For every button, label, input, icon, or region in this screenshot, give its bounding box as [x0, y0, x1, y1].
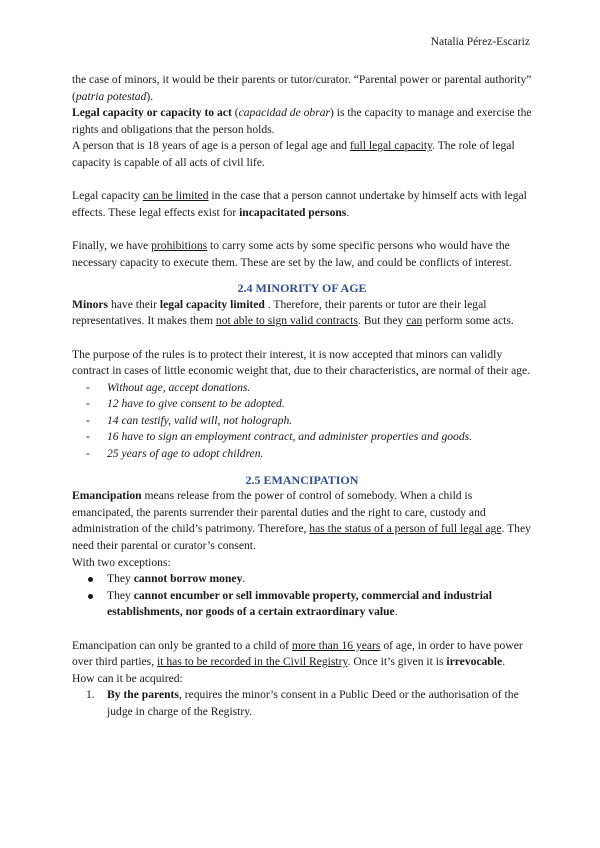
- minority-age-list: [72, 380, 532, 463]
- intro-paragraph-limited-capacity: Legal capacity can be limited in the case that a person cannot undertake by himself acts with legal effects. These legal effects exist for incapacitated persons.: [72, 189, 527, 219]
- emancipation-paragraph-granting: Emancipation can only be granted to a child of more than 16 years of age, in order to have power over third parties, it has to be recorded in the Civil Registry. Once it’s given it is irrevocable.: [72, 638, 523, 669]
- emancipation-steps-list: [72, 687, 532, 720]
- list-item: - 16 have to sign an employment contract, and administer properties and goods.: [86, 429, 532, 446]
- document-body: [72, 72, 532, 721]
- emancipation-exceptions-list: [72, 571, 532, 621]
- emancipation-paragraph-definition: Emancipation means release from the power of control of somebody. When a child is emancipated, the parents surrender their parental duties and the right to care, custody and administration of the child’s patrimony. Therefore, has the status of a person of full legal age. They need their parental or curator’s consent.: [72, 489, 531, 553]
- intro-paragraph-prohibitions: Finally, we have prohibitions to carry some acts by some specific persons who would have the necessary capacity to execute them. These are set by the law, and could be conflicts of interest.: [72, 238, 512, 269]
- minority-paragraph-purpose: The purpose of the rules is to protect their interest, it is now accepted that minors can validly contract in cases of little economic weight that, due to their characteristics, are normal of their age.: [72, 347, 531, 378]
- emancipation-paragraph-exceptions: With two exceptions:: [72, 555, 171, 569]
- section-heading-emancipation: 2.5 EMANCIPATION: [245, 472, 359, 487]
- list-item: They cannot encumber or sell immovable property, commercial and industrial establishments, nor goods of a certain extraordinary value.: [86, 588, 532, 621]
- intro-paragraph-legal-capacity: Legal capacity or capacity to act (capacidad de obrar) is the capacity to manage and exercise the rights and obligations that the person holds.: [72, 106, 532, 136]
- list-item: - 14 can testify, valid will, not holograph.: [86, 413, 532, 430]
- intro-paragraph-parental-power: the case of minors, it would be their parents or tutor/curator. “Parental power or parental authority” (patria potestad).: [72, 73, 532, 103]
- list-item: - 12 have to give consent to be adopted.: [86, 396, 532, 413]
- minority-paragraph-intro: Minors have their legal capacity limited . Therefore, their parents or tutor are their legal representatives. It makes them not able to sign valid contracts. But they can perform some acts.: [72, 297, 514, 328]
- list-item: - 25 years of age to adopt children.: [86, 446, 532, 463]
- list-item: 1. By the parents, requires the minor’s consent in a Public Deed or the authorisation of the judge in charge of the Registry.: [86, 688, 519, 718]
- list-item: They cannot borrow money.: [86, 571, 532, 588]
- section-heading-minority: 2.4 MINORITY OF AGE: [237, 281, 367, 296]
- emancipation-paragraph-acquisition: How can it be acquired:: [72, 671, 183, 685]
- page-header-author: Natalia Pérez-Escariz: [430, 36, 530, 48]
- list-item: - Without age, accept donations.: [86, 380, 532, 397]
- intro-paragraph-legal-age: A person that is 18 years of age is a person of legal age and full legal capacity. The role of legal capacity is capable of all acts of civil life.: [72, 139, 515, 169]
